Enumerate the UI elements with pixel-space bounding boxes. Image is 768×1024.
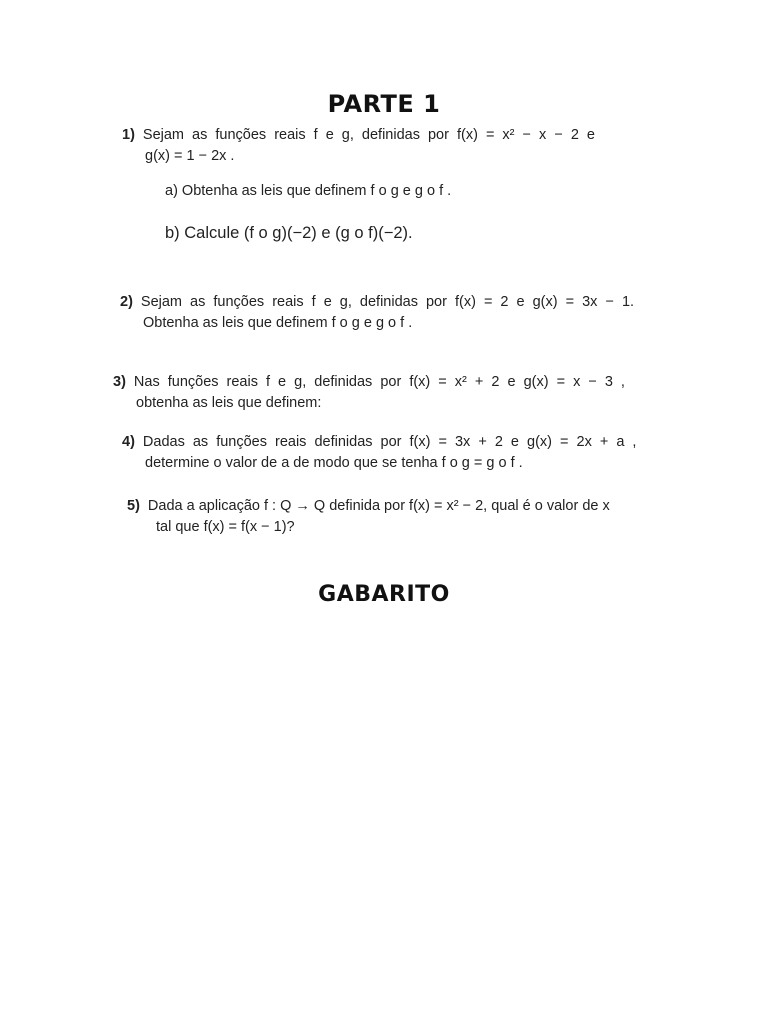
question-4-text: Dadas as funções reais definidas por f(x) = 3x + 2 e g(x) = 2x + a ,	[142, 434, 637, 450]
page-title: PARTE 1	[327, 90, 441, 118]
question-1-item-a: a) Obtenha as leis que definem f o g e g o f .	[165, 183, 452, 199]
question-2-number: 2)	[120, 294, 133, 310]
question-3-line-1	[113, 374, 625, 390]
question-1-line-2: g(x) = 1 − 2x .	[145, 148, 235, 164]
question-5-text: Dada a aplicação f : Q → Q definida por f(x) = x² − 2, qual é o valor de x	[147, 498, 610, 514]
question-3-number: 3)	[113, 374, 126, 390]
question-3-line-2: obtenha as leis que definem:	[136, 395, 322, 411]
question-5-number: 5)	[127, 498, 140, 514]
question-4-line-2: determine o valor de a de modo que se tenha f o g = g o f .	[145, 455, 523, 471]
question-4-number: 4)	[122, 434, 135, 450]
question-4-line-1	[122, 434, 636, 450]
question-5-line-2: tal que f(x) = f(x − 1)?	[156, 519, 295, 535]
question-2-line-2: Obtenha as leis que definem f o g e g o f .	[143, 315, 413, 331]
question-1-text: Sejam as funções reais f e g, definidas por f(x) = x² − x − 2 e	[142, 127, 595, 143]
question-1-item-b: b) Calcule (f o g)(−2) e (g o f)(−2).	[165, 224, 413, 242]
question-1-number: 1)	[122, 127, 135, 143]
question-2-line-1	[120, 294, 634, 310]
question-3-text: Nas funções reais f e g, definidas por f(x) = x² + 2 e g(x) = x − 3 ,	[133, 374, 625, 390]
question-1-line-1	[122, 127, 595, 143]
answers-title: GABARITO	[318, 582, 450, 607]
question-5-line-1	[127, 498, 610, 514]
question-2-text: Sejam as funções reais f e g, definidas por f(x) = 2 e g(x) = 3x − 1.	[140, 294, 635, 310]
